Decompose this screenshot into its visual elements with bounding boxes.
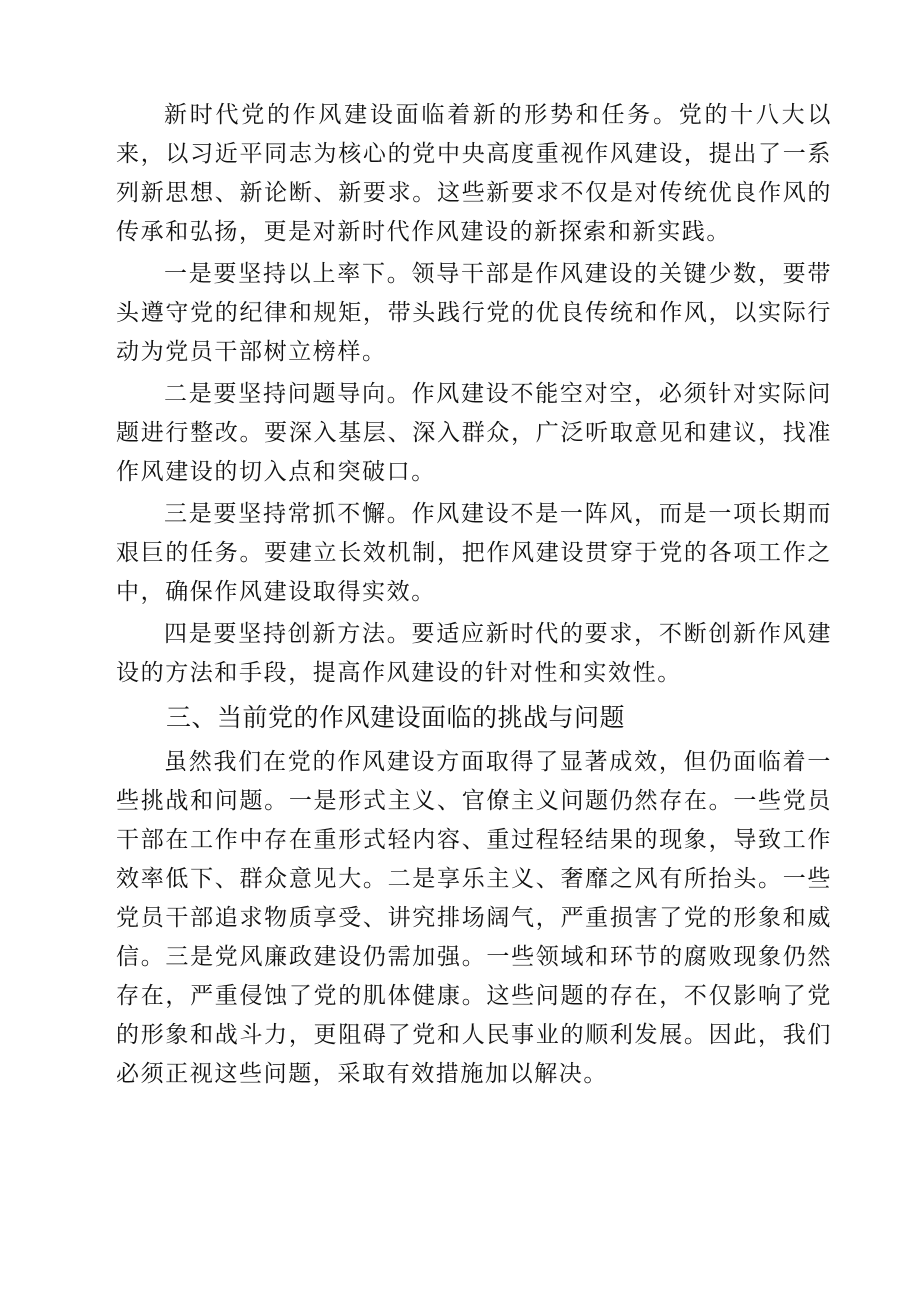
paragraph-point-one: 一是要坚持以上率下。领导干部是作风建设的关键少数，要带头遵守党的纪律和规矩，带头践行党的优良传统和作风，以实际行动为党员干部树立榜样。 [116,261,832,365]
paragraph-point-three: 三是要坚持常抓不懈。作风建设不是一阵风，而是一项长期而艰巨的任务。要建立长效机制，把作风建设贯穿于党的各项工作之中，确保作风建设取得实效。 [116,501,832,605]
paragraph-challenges: 虽然我们在党的作风建设方面取得了显著成效，但仍面临着一些挑战和问题。一是形式主义、官僚主义问题仍然存在。一些党员干部在工作中存在重形式轻内容、重过程轻结果的现象，导致工作效率低下、群众意见大。二是享乐主义、奢靡之风有所抬头。一些党员干部追求物质享受、讲究排场阔气，严重损害了党的形象和威信。三是党风廉政建设仍需加强。一些领域和环节的腐败现象仍然存在，严重侵蚀了党的肌体健康。这些问题的存在，不仅影响了党的形象和战斗力，更阻碍了党和人民事业的顺利发展。因此，我们必须正视这些问题，采取有效措施加以解决。 [116,749,832,1087]
paragraph-point-four: 四是要坚持创新方法。要适应新时代的要求，不断创新作风建设的方法和手段，提高作风建设的针对性和实效性。 [116,621,832,686]
section-heading: 三、当前党的作风建设面临的挑战与问题 [166,703,626,732]
paragraph-point-two: 二是要坚持问题导向。作风建设不能空对空，必须针对实际问题进行整改。要深入基层、深入群众，广泛听取意见和建议，找准作风建设的切入点和突破口。 [116,381,832,485]
paragraph-intro: 新时代党的作风建设面临着新的形势和任务。党的十八大以来，以习近平同志为核心的党中央高度重视作风建设，提出了一系列新思想、新论断、新要求。这些新要求不仅是对传统优良作风的传承和弘扬，更是对新时代作风建设的新探索和新实践。 [116,102,832,245]
